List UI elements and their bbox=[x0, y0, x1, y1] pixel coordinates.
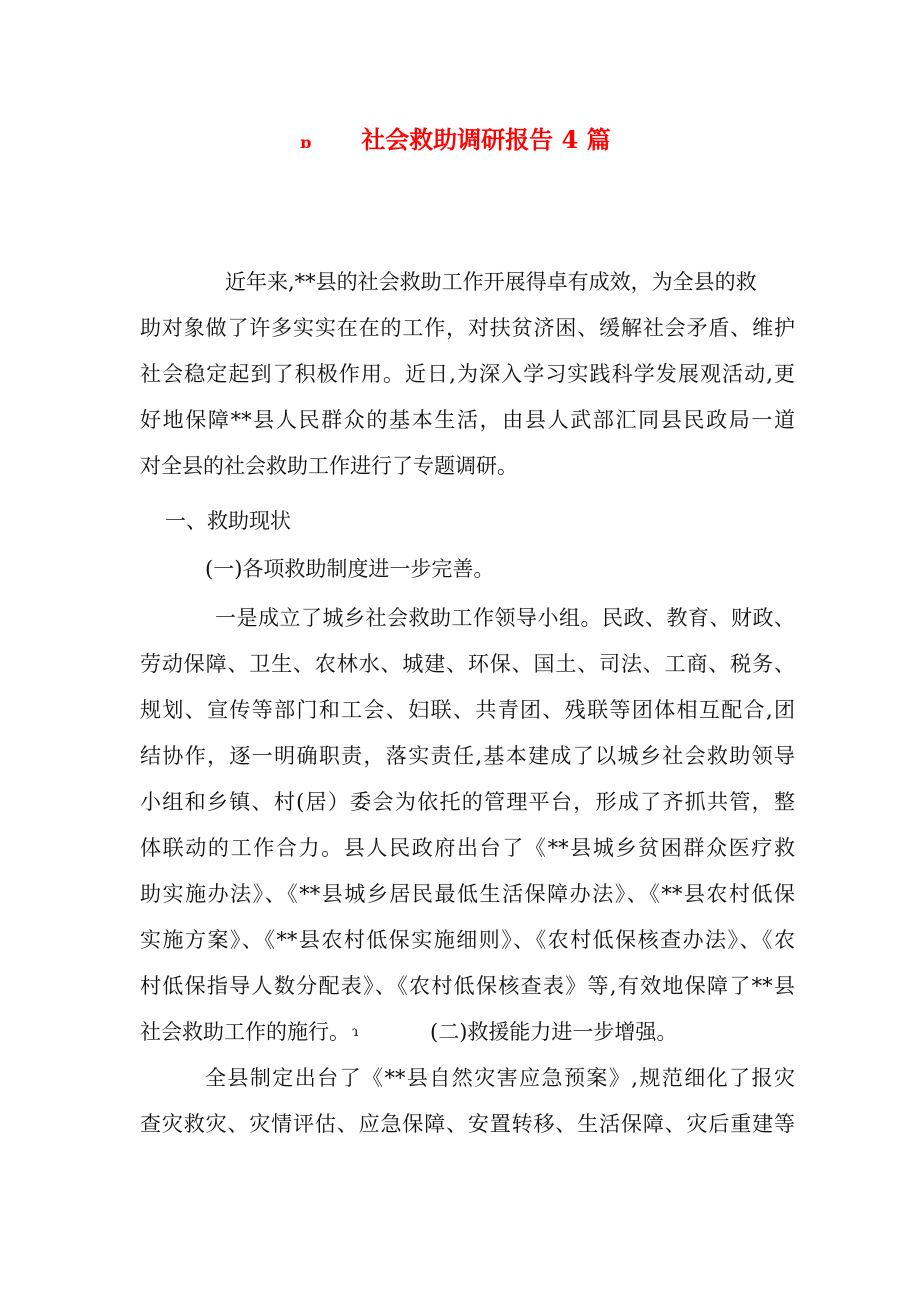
section-heading: 一、救助现状 bbox=[165, 509, 291, 533]
paragraph-line: 社会稳定起到了积极作用。近日,为深入学习实践科学发展观活动,更 bbox=[140, 362, 795, 386]
title-text: 社会救助调研报告 4 篇 bbox=[361, 125, 611, 154]
paragraph-line: 小组和乡镇、村(居）委会为依托的管理平台，形成了齐抓共管，整 bbox=[140, 790, 795, 814]
subsection-heading: (二)救援能力进一步增强。 bbox=[430, 1020, 678, 1044]
paragraph-line: 全县制定出台了《**县自然灾害应急预案》,规范细化了报灾 bbox=[205, 1066, 795, 1090]
paragraph-line: 规划、宣传等部门和工会、妇联、共青团、残联等团体相互配合,团 bbox=[140, 698, 795, 722]
paragraph-line: 村低保指导人数分配表》、《农村低保核查表》等,有效地保障了**县 bbox=[140, 974, 795, 998]
paragraph-line: 劳动保障、卫生、农林水、城建、环保、国土、司法、工商、税务、 bbox=[140, 652, 795, 676]
paragraph-line: 一是成立了城乡社会救助工作领导小组。民政、教育、财政、 bbox=[215, 606, 795, 630]
paragraph-line: 近年来,**县的社会救助工作开展得卓有成效，为全县的救 bbox=[225, 270, 757, 294]
paragraph-line: 查灾救灾、灾情评估、应急保障、安置转移、生活保障、灾后重建等 bbox=[140, 1112, 795, 1136]
paragraph-line: 社会救助工作的施行。 bbox=[140, 1020, 350, 1044]
paragraph-line: 助对象做了许多实实在在的工作，对扶贫济困、缓解社会矛盾、维护 bbox=[140, 316, 795, 340]
document-title bbox=[300, 120, 611, 155]
stray-mark: ɿ bbox=[352, 1024, 359, 1040]
paragraph-line: 体联动的工作合力。县人民政府出台了《**县城乡贫困群众医疗救 bbox=[140, 836, 795, 860]
subsection-heading: (一)各项救助制度进一步完善。 bbox=[205, 557, 495, 581]
title-bullet: ɒ bbox=[300, 133, 312, 152]
paragraph-line: 对全县的社会救助工作进行了专题调研。 bbox=[140, 454, 518, 478]
paragraph-line: 好地保障**县人民群众的基本生活，由县人武部汇同县民政局一道 bbox=[140, 408, 795, 432]
paragraph-line: 助实施办法》、《**县城乡居民最低生活保障办法》、《**县农村低保 bbox=[140, 882, 795, 906]
paragraph-line: 结协作，逐一明确职责，落实责任,基本建成了以城乡社会救助领导 bbox=[140, 744, 795, 768]
paragraph-line: 实施方案》、《**县农村低保实施细则》、《农村低保核查办法》、《农 bbox=[140, 928, 795, 952]
